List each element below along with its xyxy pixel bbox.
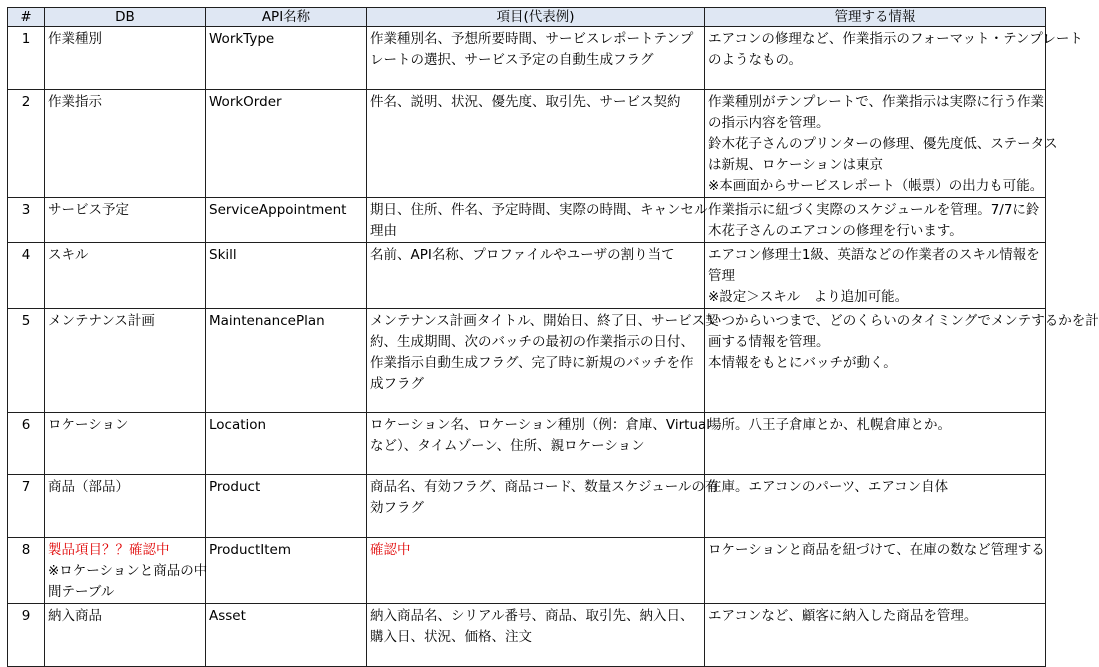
cell-text-line: 本情報をもとにバッチが動く。 <box>708 355 897 371</box>
api-name-cell: ServiceAppointment <box>206 198 367 243</box>
cell-text-line: ※本画面からサービスレポート（帳票）の出力も可能。 <box>708 178 1044 194</box>
db-name-cell <box>45 475 206 538</box>
items-cell <box>367 243 705 309</box>
items-cell <box>367 90 705 198</box>
cell-text-line: 成フラグ <box>370 376 424 392</box>
row-number: 6 <box>8 413 45 475</box>
cell-text-line: 理由 <box>370 223 397 239</box>
cell-text-line: 納入商品 <box>48 608 102 624</box>
cell-text-line: 画する情報を管理。 <box>708 334 830 350</box>
header-managed-info: 管理する情報 <box>705 8 1046 27</box>
cell-text-line: いつからいつまで、どのくらいのタイミングでメンテするかを計 <box>708 313 1099 329</box>
managed-info-cell <box>705 90 1058 198</box>
cell-text-line: の指示内容を管理。 <box>708 115 830 131</box>
cell-text-line: 購入日、状況、価格、注文 <box>370 629 532 645</box>
managed-info-cell <box>705 27 1083 90</box>
table-row <box>8 309 1046 413</box>
items-cell <box>367 413 711 475</box>
cell-text-line: 商品（部品） <box>48 479 129 495</box>
db-overview-table <box>7 7 1099 667</box>
row-number: 2 <box>8 90 45 198</box>
api-name-cell: MaintenancePlan <box>206 309 367 413</box>
cell-text-line: 作業指示に紐づく実際のスケジュールを管理。7/7に鈴 <box>708 202 1040 218</box>
items-cell <box>367 475 719 538</box>
cell-text-line: ロケーション <box>48 417 129 433</box>
header-num: # <box>8 8 45 27</box>
cell-text-line: 鈴木花子さんのプリンターの修理、優先度低、ステータス <box>708 136 1058 152</box>
table-row <box>8 27 1046 90</box>
db-name-cell <box>45 309 206 413</box>
db-name-cell <box>45 243 206 309</box>
row-number: 8 <box>8 538 45 604</box>
cell-text-line: ロケーション名、ロケーション種別（例：倉庫、Virtual <box>370 417 711 433</box>
cell-text-line: 納入商品名、シリアル番号、商品、取引先、納入日、 <box>370 608 694 624</box>
table-row <box>8 90 1046 198</box>
items-cell <box>367 538 705 604</box>
managed-info-cell <box>705 198 1046 243</box>
cell-text-line: 間テーブル <box>48 584 115 600</box>
cell-text-line: ※ロケーションと商品の中 <box>48 563 208 579</box>
header-items: 項目(代表例) <box>367 8 705 27</box>
cell-text-line: 製品項目？？確認中 <box>48 542 170 558</box>
table-row <box>8 538 1046 604</box>
cell-text-line: 木花子さんのエアコンの修理を行います。 <box>708 223 963 239</box>
db-name-cell <box>45 538 206 604</box>
cell-text-line: 商品名、有効フラグ、商品コード、数量スケジュールの有 <box>370 479 719 495</box>
cell-text-line: メンテナンス計画 <box>48 313 155 329</box>
cell-text-line: 作業種別 <box>48 31 102 47</box>
table-row <box>8 243 1046 309</box>
items-cell <box>367 604 705 667</box>
api-name-cell: Product <box>206 475 367 538</box>
cell-text-line: 約、生成期間、次のバッチの最初の作業指示の日付、 <box>370 334 694 350</box>
items-cell <box>367 198 708 243</box>
header-row <box>8 8 1046 27</box>
db-name-cell <box>45 604 206 667</box>
cell-text-line: エアコン修理士1級、英語などの作業者のスキル情報を <box>708 247 1040 263</box>
api-name-cell: ProductItem <box>206 538 367 604</box>
cell-text-line: 作業指示自動生成フラグ、完了時に新規のバッチを作 <box>370 355 694 371</box>
items-cell <box>367 27 705 90</box>
cell-text-line: 作業種別名、予想所要時間、サービスレポートテンプ <box>370 31 694 47</box>
db-name-cell <box>45 90 206 198</box>
row-number: 9 <box>8 604 45 667</box>
row-number: 5 <box>8 309 45 413</box>
api-name-cell: WorkOrder <box>206 90 367 198</box>
cell-text-line: 効フラグ <box>370 500 424 516</box>
cell-text-line: は新規、ロケーションは東京 <box>708 157 883 173</box>
api-name-cell: Skill <box>206 243 367 309</box>
cell-text-line: のようなもの。 <box>708 52 802 68</box>
api-name-cell: Location <box>206 413 367 475</box>
cell-text-line: 名前、API名称、プロファイルやユーザの割り当て <box>370 247 675 263</box>
cell-text-line: など）、タイムゾーン、住所、親ロケーション <box>370 438 645 454</box>
cell-text-line: レートの選択、サービス予定の自動生成フラグ <box>370 52 654 68</box>
cell-text-line: スキル <box>48 247 89 263</box>
db-name-cell <box>45 198 206 243</box>
cell-text-line: 件名、説明、状況、優先度、取引先、サービス契約 <box>370 94 681 110</box>
cell-text-line: エアコンの修理など、作業指示のフォーマット・テンプレート <box>708 31 1083 47</box>
managed-info-cell <box>705 604 1046 667</box>
table-row <box>8 198 1046 243</box>
row-number: 4 <box>8 243 45 309</box>
table-row <box>8 604 1046 667</box>
cell-text-line: 期日、住所、件名、予定時間、実際の時間、キャンセル <box>370 202 708 218</box>
cell-text-line: 確認中 <box>370 542 411 558</box>
managed-info-cell <box>705 538 1046 604</box>
cell-text-line: 場所。八王子倉庫とか、札幌倉庫とか。 <box>708 417 951 433</box>
header-api-name: API名称 <box>206 8 367 27</box>
cell-text-line: エアコンなど、顧客に納入した商品を管理。 <box>708 608 978 624</box>
cell-text-line: 在庫。エアコンのパーツ、エアコン自体 <box>708 479 949 495</box>
cell-text-line: ※設定＞スキル より追加可能。 <box>708 289 909 305</box>
managed-info-cell <box>705 475 1046 538</box>
cell-text-line: 作業種別がテンプレートで、作業指示は実際に行う作業 <box>708 94 1045 110</box>
table-row <box>8 475 1046 538</box>
cell-text-line: 作業指示 <box>48 94 102 110</box>
table-row <box>8 413 1046 475</box>
header-db: DB <box>45 8 206 27</box>
row-number: 3 <box>8 198 45 243</box>
row-number: 1 <box>8 27 45 90</box>
managed-info-cell <box>705 413 1046 475</box>
cell-text-line: 管理 <box>708 268 735 284</box>
cell-text-line: ロケーションと商品を紐づけて、在庫の数など管理する <box>708 542 1045 558</box>
cell-text-line: サービス予定 <box>48 202 129 218</box>
items-cell <box>367 309 719 413</box>
db-name-cell <box>45 413 206 475</box>
row-number: 7 <box>8 475 45 538</box>
managed-info-cell <box>705 309 1099 413</box>
cell-text-line: メンテナンス計画タイトル、開始日、終了日、サービス契 <box>370 313 719 329</box>
api-name-cell: WorkType <box>206 27 367 90</box>
api-name-cell: Asset <box>206 604 367 667</box>
managed-info-cell <box>705 243 1046 309</box>
db-name-cell <box>45 27 206 90</box>
